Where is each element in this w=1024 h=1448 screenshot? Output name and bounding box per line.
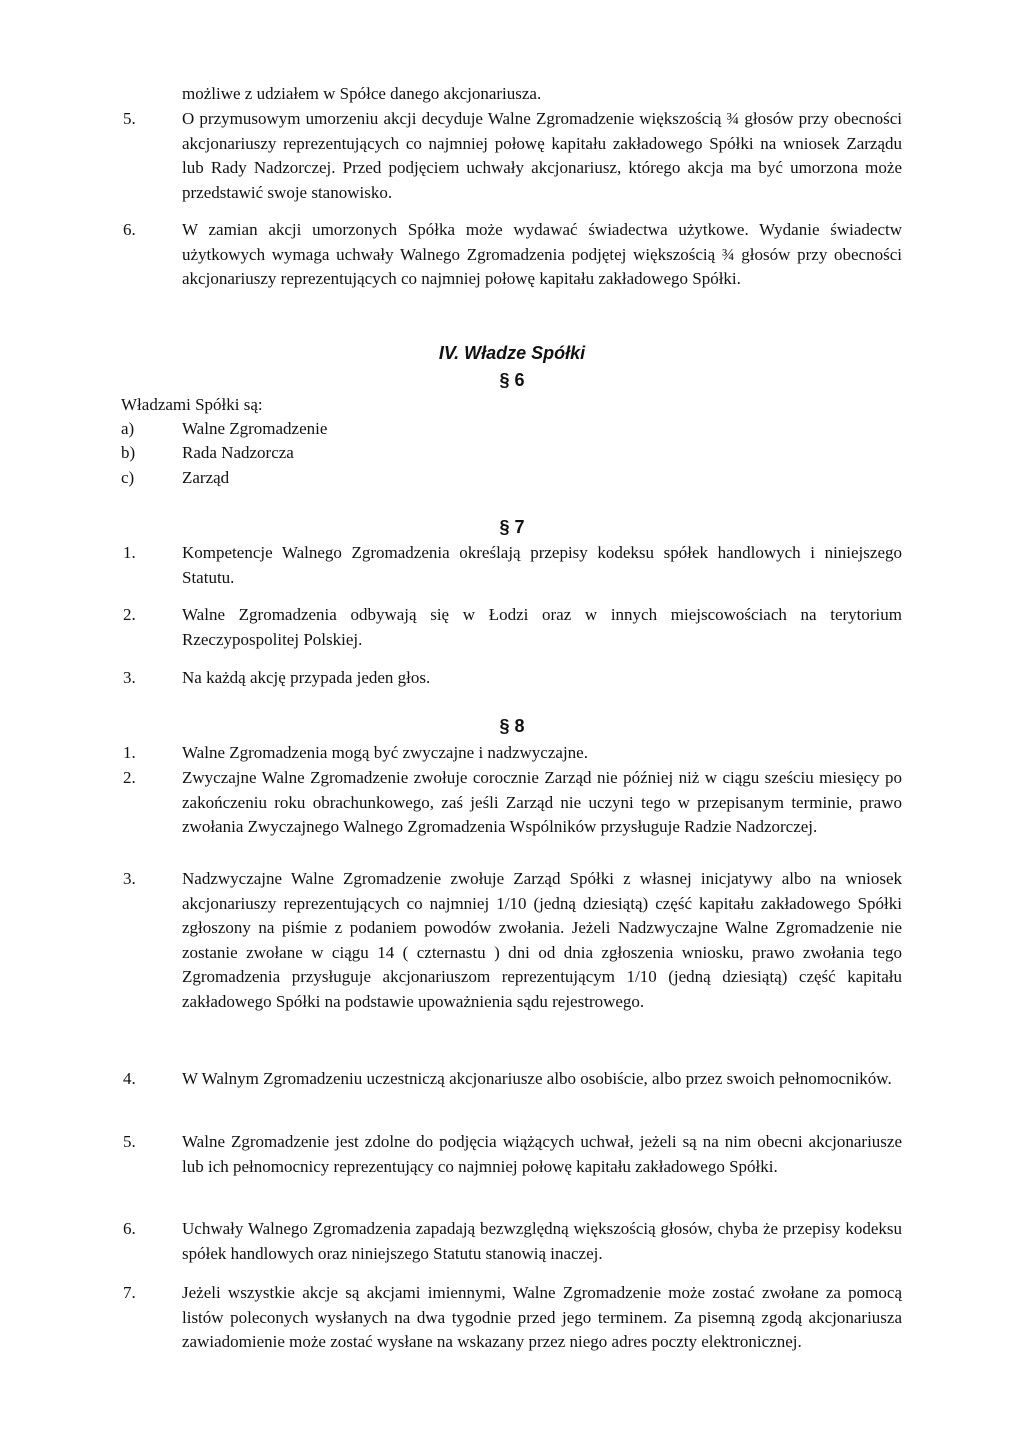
point-text: Uchwały Walnego Zgromadzenia zapadają bezwzględną większością głosów, chyba że przepisy kodeksu spółek handlowych oraz niniejszego Statutu stanowią inaczej. <box>182 1219 902 1263</box>
continuation-line: możliwe z udziałem w Spółce danego akcjonariusza. <box>182 84 542 103</box>
point-text: Walne Zgromadzenia odbywają się w Łodzi oraz w innych miejscowościach na terytorium Rzeczypospolitej Polskiej. <box>182 605 902 649</box>
point-number: 3. <box>123 869 136 888</box>
point-text: O przymusowym umorzeniu akcji decyduje Walne Zgromadzenie większością ¾ głosów przy obecności akcjonariuszy reprezentujących co najmniej połowę kapitału zakładowego Spółki na wniosek Zarządu lub Rady Nadzorczej. Przed podjęciem uchwały akcjonariusz, którego akcja ma być umorzona może przedstawić swoje stanowisko. <box>182 109 902 202</box>
point-text: Jeżeli wszystkie akcje są akcjami imiennymi, Walne Zgromadzenie może zostać zwołane za pomocą listów poleconych wysłanych na dwa tygodnie przed jego terminem. Za pisemną zgodą akcjonariusza zawiadomienie może zostać wysłane na wskazany przez niego adres poczty elektronicznej. <box>182 1283 902 1351</box>
point-number: 2. <box>123 605 136 624</box>
point-text: Zwyczajne Walne Zgromadzenie zwołuje corocznie Zarząd nie później niż w ciągu sześciu miesięcy po zakończeniu roku obrachunkowego, zaś jeśli Zarząd nie uczyni tego w przepisanym terminie, prawo zwołania Zwyczajnego Walnego Zgromadzenia Wspólników przysługuje Radzie Nadzorczej. <box>182 768 902 836</box>
list-item: Rada Nadzorcza <box>182 443 294 462</box>
point-number: 7. <box>123 1283 136 1302</box>
point-number: 5. <box>123 109 136 128</box>
point-text: W zamian akcji umorzonych Spółka może wydawać świadectwa użytkowe. Wydanie świadectw użytkowych wymaga uchwały Walnego Zgromadzenia podjętej większością ¾ głosów przy obecności akcjonariuszy reprezentujących co najmniej połowę kapitału zakładowego Spółki. <box>182 220 902 288</box>
chapter-title: IV. Władze Spółki <box>438 343 586 363</box>
point-number: 2. <box>123 768 136 787</box>
point-number: 1. <box>123 543 136 562</box>
list-label: b) <box>121 443 136 462</box>
point-text: Kompetencje Walnego Zgromadzenia określają przepisy kodeksu spółek handlowych i niniejszego Statutu. <box>182 543 902 587</box>
authorities-intro: Władzami Spółki są: <box>121 395 263 414</box>
list-item: Walne Zgromadzenie <box>182 419 328 438</box>
point-text: W Walnym Zgromadzeniu uczestniczą akcjonariusze albo osobiście, albo przez swoich pełnomocników. <box>182 1069 892 1088</box>
section-heading-8: § 8 <box>499 716 525 736</box>
point-text: Nadzwyczajne Walne Zgromadzenie zwołuje Zarząd Spółki z własnej inicjatywy albo na wniosek akcjonariuszy reprezentujących co najmniej 1/10 (jedną dziesiątą) część kapitału zakładowego Spółki zgłoszony na piśmie z podaniem powodów zwołania. Jeżeli Nadzwyczajne Walne Zgromadzenie nie zostanie zwołane w ciągu 14 ( czternastu ) dni od dnia zgłoszenia wniosku, prawo zwołania tego Zgromadzenia przysługuje akcjonariuszom reprezentującym 1/10 (jedną dziesiątą) część kapitału zakładowego Spółki na podstawie upoważnienia sądu rejestrowego. <box>182 869 902 1011</box>
section-heading-6: § 6 <box>499 370 525 390</box>
list-label: a) <box>121 419 135 438</box>
point-text: Walne Zgromadzenie jest zdolne do podjęcia wiążących uchwał, jeżeli są na nim obecni akcjonariusze lub ich pełnomocnicy reprezentujący co najmniej połowę kapitału zakładowego Spółki. <box>182 1132 902 1176</box>
point-number: 4. <box>123 1069 136 1088</box>
point-number: 3. <box>123 668 136 687</box>
point-number: 1. <box>123 743 136 762</box>
point-number: 6. <box>123 1219 136 1238</box>
point-number: 5. <box>123 1132 136 1151</box>
point-text: Na każdą akcję przypada jeden głos. <box>182 668 431 687</box>
point-text: Walne Zgromadzenia mogą być zwyczajne i nadzwyczajne. <box>182 743 588 762</box>
section-heading-7: § 7 <box>499 517 525 537</box>
list-label: c) <box>121 468 135 487</box>
point-number: 6. <box>123 220 136 239</box>
list-item: Zarząd <box>182 468 230 487</box>
